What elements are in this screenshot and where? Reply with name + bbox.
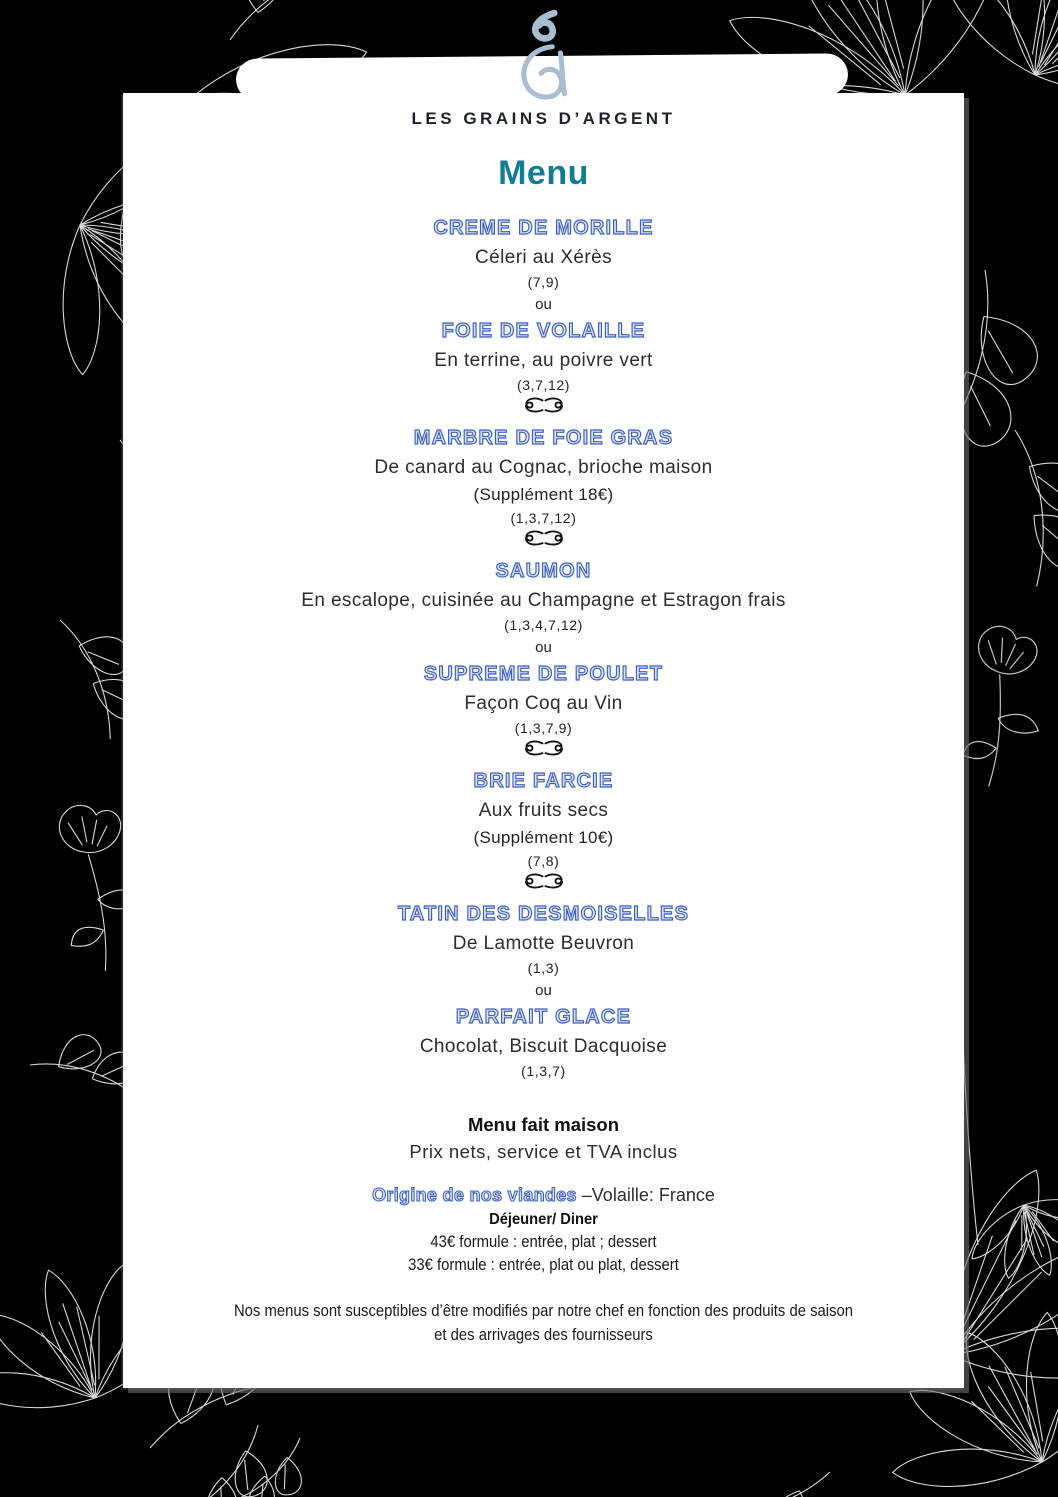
disclaimer-line-1: Nos menus sont susceptibles d’être modifiés par notre chef en fonction des produits de saison [233,1302,854,1320]
allergen-codes: (1,3) [527,960,560,976]
formula-33: 33€ formule : entrée, plat ou plat, dessert [408,1256,679,1274]
choice-separator: ou [535,296,552,313]
section-divider [123,529,964,556]
origin-label: Origine de nos viandes [372,1185,577,1205]
dish-name: SAUMON [495,560,592,582]
formula-43: 43€ formule : entrée, plat ; dessert [430,1233,657,1251]
dish-description: Céleri au Xérès [475,247,612,268]
allergen-codes: (7,9) [527,274,560,290]
dish-description: De Lamotte Beuvron [452,933,635,954]
dish-description: Aux fruits secs [478,800,609,821]
dish-description: Façon Coq au Vin [464,693,623,714]
allergen-codes: (1,3,7,9) [514,720,573,736]
dish-name: PARFAIT GLACE [455,1006,632,1028]
brand-name: LES GRAINS D’ARGENT [411,109,676,128]
allergen-codes: (1,3,4,7,12) [504,617,583,633]
dish-name: TATIN DES DESMOISELLES [397,903,690,925]
allergen-codes: (3,7,12) [516,377,571,393]
dish-name: CREME DE MORILLE [433,217,654,239]
double-scroll-ornament-icon [521,873,567,890]
origin-line [123,1182,964,1209]
supplement-note: (Supplément 18€) [473,485,614,504]
dish-name: BRIE FARCIE [473,770,614,792]
allergen-codes: (1,3,7,12) [510,510,577,526]
section-divider [123,739,964,766]
prices-note: Prix nets, service et TVA inclus [409,1141,678,1162]
disclaimer-line-2: et des arrivages des fournisseurs [434,1326,653,1344]
service-title: Déjeuner/ Diner [489,1211,598,1228]
ga-monogram-icon [506,8,574,110]
page-title: Menu [498,154,589,192]
allergen-codes: (1,3,7) [521,1063,566,1079]
menu-card [123,93,964,1388]
origin-value: –Volaille: France [576,1185,715,1205]
choice-separator: ou [535,982,552,999]
dish-name: FOIE DE VOLAILLE [441,320,646,342]
supplement-note: (Supplément 10€) [473,828,614,847]
dish-name: SUPREME DE POULET [423,663,664,685]
dish-name: MARBRE DE FOIE GRAS [413,427,674,449]
dish-description: En terrine, au poivre vert [434,350,653,371]
dish-description: De canard au Cognac, brioche maison [374,457,713,478]
choice-separator: ou [535,639,552,656]
section-divider [123,872,964,899]
allergen-codes: (7,8) [527,853,560,869]
dish-description: En escalope, cuisinée au Champagne et Estragon frais [301,590,786,611]
courses [123,213,964,1082]
double-scroll-ornament-icon [521,530,567,547]
section-divider [123,396,964,423]
double-scroll-ornament-icon [521,740,567,757]
double-scroll-ornament-icon [521,397,567,414]
dish-description: Chocolat, Biscuit Dacquoise [419,1036,668,1057]
house-made-note: Menu fait maison [467,1114,620,1135]
